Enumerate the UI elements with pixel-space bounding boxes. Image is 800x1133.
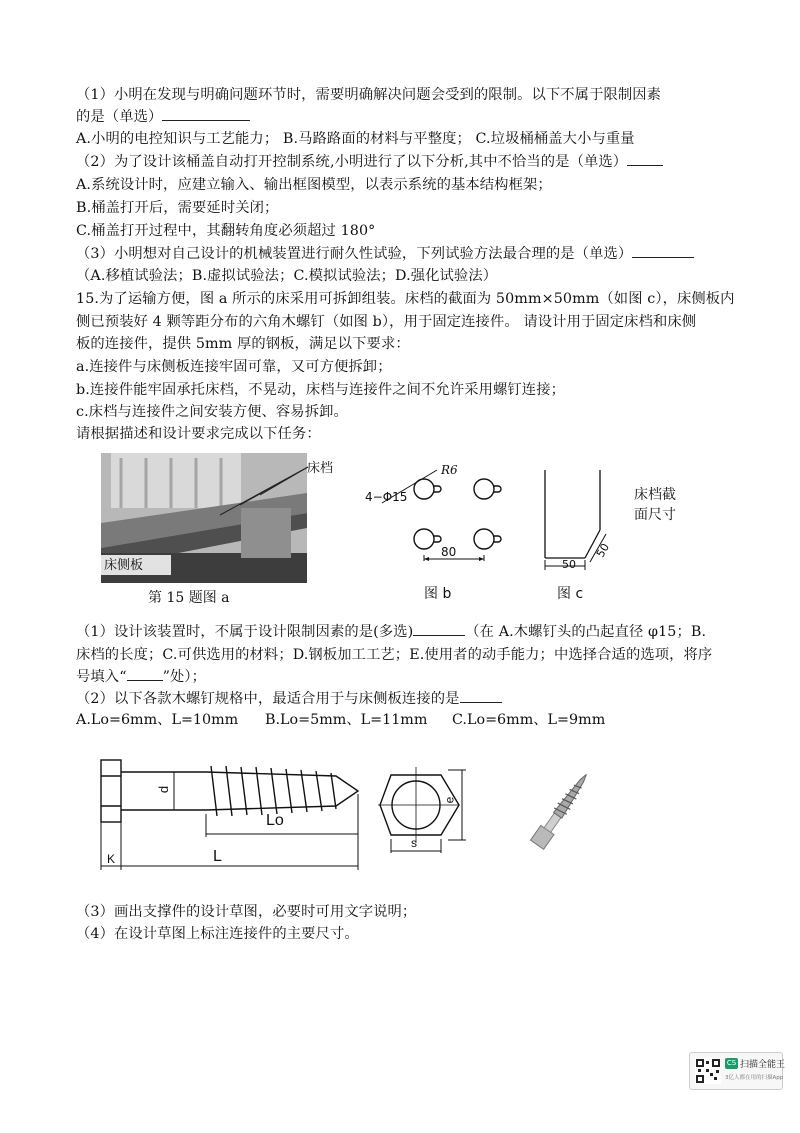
- label-section-title-2: 面尺寸: [634, 507, 676, 523]
- label-height: 50: [593, 541, 613, 560]
- cs-logo-icon: CS: [726, 1059, 737, 1067]
- watermark-title: 扫描全能王: [740, 1060, 786, 1070]
- label-k: K: [107, 852, 116, 866]
- label-e: e: [442, 796, 457, 804]
- label-radius: R6: [441, 463, 458, 477]
- q15-intro-1: 15.为了运输方便，图 a 所示的床采用可拆卸组装。床档的截面为 50mm×50mm（如图 c），床侧板内: [76, 291, 735, 307]
- watermark-subtitle: 3亿人都在用的扫描App: [725, 1075, 784, 1081]
- q15-s2-line: [76, 688, 766, 710]
- fig-b-caption: 图 b: [424, 586, 452, 602]
- screw-photo: [510, 762, 610, 862]
- q15-req-a: a.连接件与床侧板连接牢固可靠，又可方便拆卸；: [76, 359, 392, 375]
- fig-a-caption: 第 15 题图 a: [148, 590, 230, 606]
- q15-s1-line3: [76, 666, 766, 688]
- q14-p2-option-b: B.桶盖打开后，需要延时关闭；: [76, 200, 279, 216]
- q14-p3-line: [76, 243, 766, 265]
- q14-p1-text: 的是（单选）: [76, 109, 163, 125]
- q15-req-c: c.床档与连接件之间安装方便、容易拆卸。: [76, 404, 348, 420]
- answer-blank: [413, 621, 465, 636]
- q15-s1-line2: 床档的长度；C.可供选用的材料；D.钢板加工工艺；E.使用者的动手能力；中选择合适的选项，将序: [76, 647, 713, 663]
- label-spacing: 80: [441, 545, 457, 559]
- answer-blank: [632, 243, 694, 258]
- q14-p3-options: （A.移植试验法；B.虚拟试验法；C.模拟试验法；D.强化试验法）: [76, 268, 498, 284]
- label-lo: Lo: [266, 812, 284, 829]
- bed-bar-leader-lines: [210, 455, 320, 525]
- q14-p1-line1: （1）小明在发现与明确问题环节时，需要明确解决问题会受到的限制。以下不属于限制因素: [76, 87, 662, 103]
- q15-s4: （4）在设计草图上标注连接件的主要尺寸。: [76, 926, 359, 942]
- label-side-board: 床侧板: [104, 558, 144, 573]
- q14-p2-option-c: C.桶盖打开过程中，其翻转角度必须超过 180°: [76, 223, 376, 239]
- answer-blank: [127, 666, 163, 681]
- q14-p2-text: （2）为了设计该桶盖自动打开控制系统,小明进行了以下分析,其中不恰当的是（单选）: [76, 154, 628, 170]
- q15-s2-text: （2）以下各款木螺钉规格中，最适合用于与床侧板连接的是: [76, 691, 460, 707]
- q15-intro-3: 板的连接件，提供 5mm 厚的钢板，满足以下要求：: [76, 336, 410, 352]
- q14-p1-line2: [76, 106, 766, 128]
- q15-s1-text-2: （在 A.木螺钉头的凸起直径 φ15；B.: [465, 624, 707, 640]
- answer-blank: [162, 106, 250, 121]
- q15-s1-line1: [76, 621, 766, 643]
- q15-s1-text-3: 号填入“: [76, 669, 127, 685]
- hex-head-end-view: [376, 765, 476, 860]
- screw-side-view-drawing: [96, 752, 366, 877]
- scanner-watermark: [689, 1052, 786, 1090]
- label-s: s: [411, 836, 417, 850]
- label-d: d: [156, 785, 172, 794]
- q15-s1-text: （1）设计该装置时，不属于设计限制因素的是(多选): [76, 624, 414, 640]
- q15-s2-option-b: B.Lo=5mm、L=11mm: [265, 712, 428, 728]
- answer-blank: [627, 151, 663, 166]
- q15-s2-option-a: A.Lo=6mm、L=10mm: [76, 712, 239, 728]
- label-bed-bar: 床档: [307, 461, 334, 476]
- label-l: L: [213, 848, 222, 865]
- label-holes: 4−Φ15: [365, 490, 408, 504]
- q14-p3-text: （3）小明想对自己设计的机械装置进行耐久性试验，下列试验方法最合理的是（单选）: [76, 246, 633, 262]
- qr-code-icon: [695, 1058, 721, 1084]
- answer-blank: [460, 688, 502, 703]
- q15-intro-2: 侧已预装好 4 颗等距分布的六角木螺钉（如图 b），用于固定连接件。 请设计用于固定床档和床侧: [76, 314, 697, 330]
- label-width: 50: [562, 558, 576, 571]
- screw-layout-diagram: [362, 465, 512, 575]
- q14-p2-option-a: A.系统设计时，应建立输入、输出框图模型，以表示系统的基本结构框架；: [76, 177, 552, 193]
- q15-task-intro: 请根据描述和设计要求完成以下任务：: [76, 426, 321, 442]
- q14-p2-line: [76, 151, 766, 173]
- q15-s1-text-4: ”处）；: [162, 669, 207, 685]
- q15-s3: （3）画出支撑件的设计草图，必要时可用文字说明；: [76, 904, 417, 920]
- q15-s2-option-c: C.Lo=6mm、L=9mm: [452, 712, 606, 728]
- fig-c-caption: 图 c: [557, 586, 584, 602]
- q15-req-b: b.连接件能牢固承托床档，不晃动，床档与连接件之间不允许采用螺钉连接；: [76, 382, 565, 398]
- q14-p1-options: A.小明的电控知识与工艺能力； B.马路路面的材料与平整度； C.垃圾桶桶盖大小与重量: [76, 131, 635, 147]
- label-section-title-1: 床档截: [634, 487, 676, 503]
